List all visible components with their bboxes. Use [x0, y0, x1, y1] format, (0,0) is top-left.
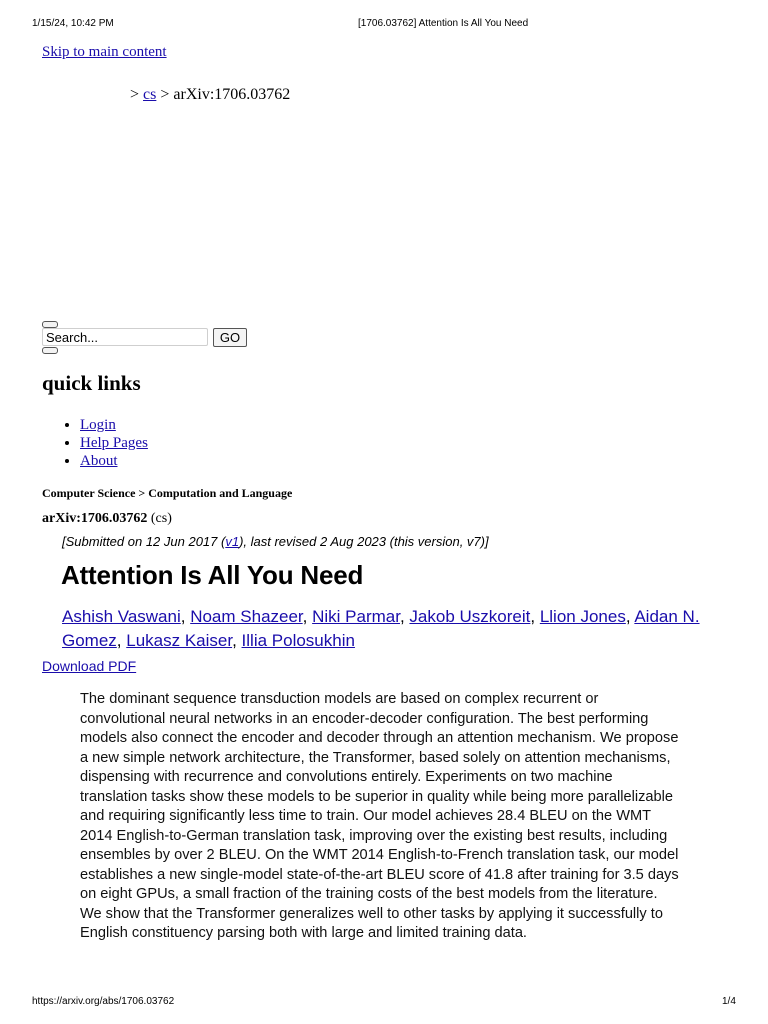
print-footer-page: 1/4 [722, 996, 736, 1007]
login-link[interactable]: Login [80, 417, 116, 433]
quick-link-item [80, 434, 148, 452]
paper-title: Attention Is All You Need [61, 560, 364, 590]
author-link[interactable]: Jakob Uszkoreit [409, 607, 531, 626]
breadcrumb-current: arXiv:1706.03762 [173, 86, 291, 103]
author-link[interactable]: Aidan N. Gomez [62, 607, 700, 650]
abstract-text: The dominant sequence transduction models are based on complex recurrent or convolutional neural networks in an encoder-decoder configuration. The best performing models also connect the encoder and decoder through an attention mechanism. We propose a new simple network architecture, the Transformer, based solely on attention mechanisms, dispensing with recurrence and convolutions entirely. Experiments on two machine translation tasks show these models to be superior in quality while being more parallelizable and requiring significantly less time to train. Our model achieves 28.4 BLEU on the WMT 2014 English-to-German translation task, improving over the existing best results, including ensembles by over 2 BLEU. On the WMT 2014 English-to-French translation task, our model establishes a new single-model state-of-the-art BLEU score of 41.8 after training for 3.5 days on eight GPUs, a small fraction of the training costs of the best models from the literature. We show that the Transformer generalizes well to other tasks by applying it successfully to English constituency parsing both with large and limited training data. [80, 691, 679, 941]
subject-header: Computer Science > Computation and Language [42, 486, 293, 500]
author-link[interactable]: Niki Parmar [312, 607, 400, 626]
download-pdf-link[interactable]: Download PDF [42, 658, 137, 674]
search-go-button[interactable]: GO [213, 328, 247, 347]
about-link[interactable]: About [80, 453, 118, 469]
author-list: Ashish Vaswani, Noam Shazeer, Niki Parmar, Jakob Uszkoreit, Llion Jones, Aidan N. Gomez, Lukasz Kaiser, Illia Polosukhin [62, 607, 700, 650]
search-option-radio-top[interactable] [42, 321, 58, 328]
breadcrumb-separator: > [160, 86, 170, 103]
search-option-radio-bottom[interactable] [42, 347, 58, 354]
author-link[interactable]: Noam Shazeer [190, 607, 303, 626]
quick-link-item [80, 416, 148, 434]
author-link[interactable]: Ashish Vaswani [62, 607, 181, 626]
author-link[interactable]: Lukasz Kaiser [126, 631, 233, 650]
author-link[interactable]: Illia Polosukhin [241, 631, 355, 650]
version-v1-link[interactable]: v1 [225, 534, 240, 549]
submission-text-before: [Submitted on 12 Jun 2017 ( [62, 534, 226, 549]
search-input[interactable] [42, 328, 208, 346]
arxiv-category: (cs) [150, 511, 172, 526]
skip-to-main-link[interactable]: Skip to main content [42, 44, 167, 60]
help-pages-link[interactable]: Help Pages [80, 435, 148, 451]
submission-text-after: ), last revised 2 Aug 2023 (this version, v7)] [239, 534, 489, 549]
arxiv-id-line [42, 511, 172, 527]
quick-links-list [62, 416, 148, 470]
breadcrumb [130, 86, 290, 104]
arxiv-id: arXiv:1706.03762 [42, 511, 148, 526]
author-link[interactable]: Llion Jones [539, 607, 626, 626]
print-footer-url: https://arxiv.org/abs/1706.03762 [32, 996, 175, 1007]
breadcrumb-prefix: > [130, 86, 140, 103]
quick-link-item [80, 452, 148, 470]
print-page-title: [1706.03762] Attention Is All You Need [358, 18, 529, 29]
quick-links-heading: quick links [42, 371, 141, 395]
breadcrumb-cs-link[interactable]: cs [143, 86, 157, 103]
submission-dateline [62, 534, 489, 549]
print-datetime: 1/15/24, 10:42 PM [32, 18, 114, 29]
